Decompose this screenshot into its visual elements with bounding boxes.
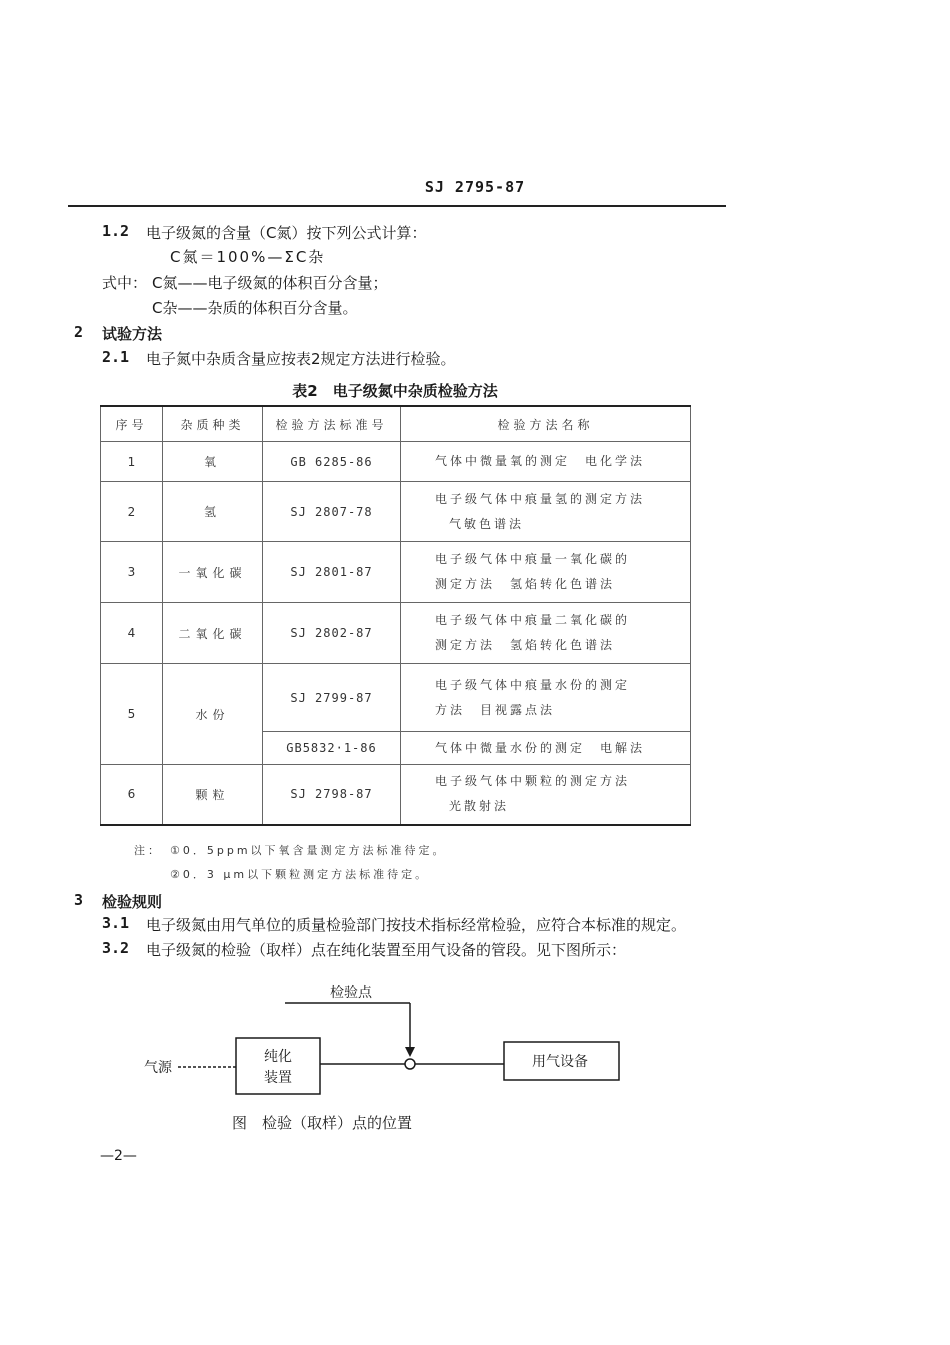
label-gas-source: 气源 — [144, 1060, 172, 1076]
row-serial: 1 — [101, 442, 163, 482]
row-method — [401, 765, 691, 825]
impurity-inspection-table — [100, 405, 691, 826]
where-label: 式中： — [102, 274, 148, 292]
standard-code: SJ 2795-87 — [424, 178, 526, 196]
label-inspection-point: 检验点 — [330, 985, 372, 1001]
header-rule — [68, 205, 726, 207]
table-row — [101, 664, 691, 732]
row-method — [401, 482, 691, 542]
table-row — [101, 542, 691, 603]
section-2-title: 试验方法 — [102, 325, 163, 343]
table-row — [101, 482, 691, 542]
method-line: 光散射法 — [449, 799, 510, 814]
row-standard: SJ 2799-87 — [263, 664, 401, 732]
row-standard: GB 6285-86 — [263, 442, 401, 482]
section-2-1-number: 2.1 — [102, 348, 130, 366]
method-line: 电子级气体中痕量氢的测定方法 — [435, 491, 646, 506]
table-header-row — [101, 406, 691, 442]
definition-impurity: C杂——杂质的体积百分含量。 — [152, 299, 358, 317]
method-line: 气体中微量氧的测定 电化学法 — [435, 454, 646, 468]
row-serial: 5 — [101, 664, 163, 765]
row-impurity: 氢 — [163, 482, 263, 542]
row-impurity: 氧 — [163, 442, 263, 482]
row-impurity: 二氧化碳 — [163, 603, 263, 664]
label-purifier-1: 纯化 — [264, 1049, 292, 1065]
header-method-name: 检验方法名称 — [401, 406, 691, 442]
row-standard: SJ 2798-87 — [263, 765, 401, 825]
sampling-point-diagram — [140, 975, 640, 1105]
row-serial: 2 — [101, 482, 163, 542]
row-impurity: 颗粒 — [163, 765, 263, 825]
row-standard: SJ 2801-87 — [263, 542, 401, 603]
note-1: ①0．5ppm以下氧含量测定方法标准待定。 — [170, 844, 447, 857]
table-title: 表2 电子级氮中杂质检验方法 — [292, 382, 498, 400]
row-serial: 6 — [101, 765, 163, 825]
header-serial: 序号 — [101, 406, 163, 442]
section-3-2-text: 电子级氮的检验（取样）点在纯化装置至用气设备的管段。见下图所示： — [146, 941, 627, 959]
row-standard: GB5832·1-86 — [263, 732, 401, 765]
section-2-1-text: 电子氮中杂质含量应按表2规定方法进行检验。 — [146, 350, 456, 368]
row-serial: 3 — [101, 542, 163, 603]
section-3-1-text: 电子级氮由用气单位的质量检验部门按技术指标经常检验，应符合本标准的规定。 — [146, 916, 687, 934]
note-label: 注： — [134, 844, 162, 857]
method-line: 测定方法 氢焰转化色谱法 — [435, 638, 616, 652]
row-impurity: 水份 — [163, 664, 263, 765]
method-line: 测定方法 氢焰转化色谱法 — [435, 577, 616, 591]
section-3-number: 3 — [74, 891, 84, 909]
method-line: 电子级气体中痕量二氧化碳的 — [435, 613, 631, 627]
definition-nitrogen: C氮——电子级氮的体积百分含量； — [152, 274, 388, 292]
row-method — [401, 664, 691, 732]
row-method — [401, 542, 691, 603]
method-line: 气敏色谱法 — [449, 516, 525, 531]
method-line: 电子级气体中痕量一氧化碳的 — [435, 552, 631, 566]
section-1-2-number: 1.2 — [102, 222, 130, 240]
header-standard-number: 检验方法标准号 — [263, 406, 401, 442]
label-equipment: 用气设备 — [532, 1054, 588, 1070]
downward-arrow-icon — [405, 1047, 415, 1057]
section-3-2-number: 3.2 — [102, 939, 130, 957]
table-row — [101, 603, 691, 664]
section-2-number: 2 — [74, 323, 84, 341]
sampling-valve-icon — [405, 1059, 415, 1069]
method-line: 电子级气体中痕量水份的测定 — [435, 677, 631, 692]
method-line: 电子级气体中颗粒的测定方法 — [435, 774, 631, 789]
page-number: —2— — [100, 1148, 137, 1164]
row-standard: SJ 2807-78 — [263, 482, 401, 542]
label-purifier-2: 装置 — [264, 1070, 292, 1086]
note-2: ②0．3 μm以下颗粒测定方法标准待定。 — [170, 868, 430, 881]
method-line: 方法 目视露点法 — [435, 702, 556, 717]
row-serial: 4 — [101, 603, 163, 664]
nitrogen-formula: C氮＝100%—ΣC杂 — [170, 248, 326, 266]
row-method — [401, 603, 691, 664]
row-method — [401, 732, 691, 765]
section-3-1-number: 3.1 — [102, 914, 130, 932]
row-method — [401, 442, 691, 482]
table-row — [101, 765, 691, 825]
row-standard: SJ 2802-87 — [263, 603, 401, 664]
row-impurity: 一氧化碳 — [163, 542, 263, 603]
method-line: 气体中微量水份的测定 电解法 — [435, 740, 646, 755]
header-impurity-type: 杂质种类 — [163, 406, 263, 442]
table-row — [101, 442, 691, 482]
section-1-2-text: 电子级氮的含量（C氮）按下列公式计算： — [146, 224, 427, 242]
section-3-title: 检验规则 — [102, 893, 163, 911]
figure-caption: 图 检验（取样）点的位置 — [232, 1114, 413, 1132]
